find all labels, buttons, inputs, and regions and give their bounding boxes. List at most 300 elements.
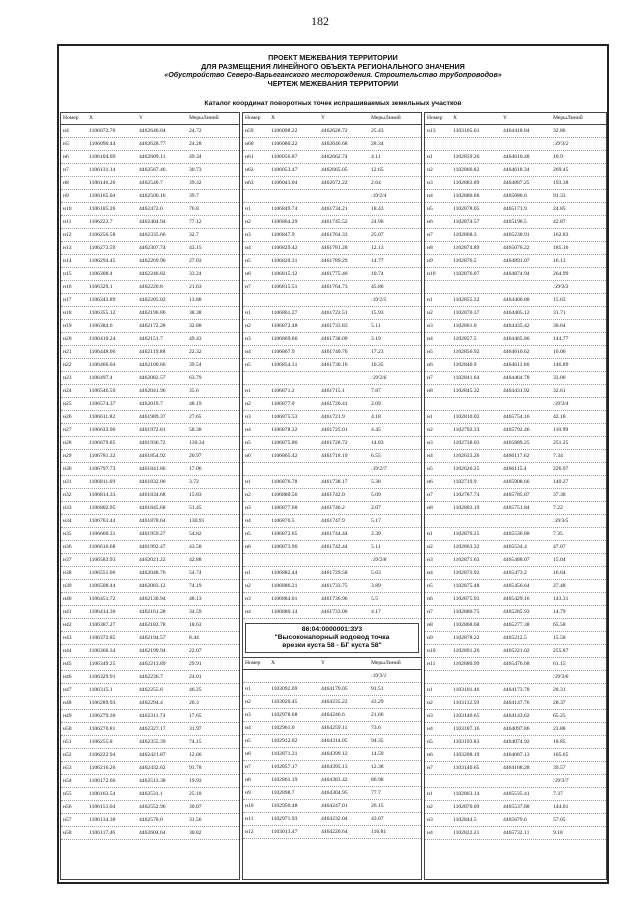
coord-y: 4461746.2 xyxy=(321,505,345,511)
document-header xyxy=(59,54,607,88)
table-row xyxy=(61,814,239,827)
coord-x: 1102978.68 xyxy=(271,712,298,718)
table-row xyxy=(425,736,606,749)
table-row xyxy=(425,437,606,450)
point-number: н3 xyxy=(427,557,433,563)
coord-y: 4462161.28 xyxy=(139,609,166,615)
coord-x: 1106815.12 xyxy=(271,271,298,277)
coord-y: 4464610.48 xyxy=(503,154,530,160)
coord-y xyxy=(501,281,551,293)
table-row xyxy=(425,762,606,775)
point-number: н1 xyxy=(427,687,433,693)
coord-x: 1102810.02 xyxy=(453,414,480,420)
segment-length: 14.83 xyxy=(371,440,384,446)
coord-y: 4461721.9 xyxy=(321,414,345,420)
coord-y: 4461736.96 xyxy=(321,596,348,602)
point-number: н10 xyxy=(245,803,254,809)
segment-length: 26.15 xyxy=(371,803,384,809)
coord-y: 4462236.7 xyxy=(139,674,163,680)
segment-length: 57.05 xyxy=(553,817,566,823)
segment-length: 8.44 xyxy=(189,635,199,641)
point-number: н5 xyxy=(245,362,251,368)
point-number: н23 xyxy=(63,375,72,381)
coord-y xyxy=(501,775,551,787)
point-number: н8 xyxy=(427,388,433,394)
coord-x: 1106880.14 xyxy=(271,609,298,615)
coord-y: 4462119.88 xyxy=(139,349,166,355)
table-row xyxy=(243,164,421,177)
point-number: н54 xyxy=(63,778,72,784)
segment-length: 63.79 xyxy=(189,375,202,381)
point-number xyxy=(425,281,451,293)
table-row xyxy=(243,787,421,800)
segment-length: 7.34 xyxy=(553,453,563,459)
coord-y: 4465456.64 xyxy=(503,583,530,589)
table-row xyxy=(243,346,421,359)
coord-x xyxy=(269,554,319,566)
point-number: н7 xyxy=(427,492,433,498)
segment-length: 264.99 xyxy=(553,271,569,277)
coord-y: 4462021.22 xyxy=(139,557,166,563)
table-row xyxy=(243,606,421,619)
coord-x: 1102912.02 xyxy=(271,738,298,744)
point-number: н5 xyxy=(427,466,433,472)
coord-y: 4461832.06 xyxy=(139,479,166,485)
coord-y: 4461729.58 xyxy=(321,570,348,576)
coord-y xyxy=(319,372,369,384)
point-number: н2 xyxy=(427,167,433,173)
table-row xyxy=(61,242,239,255)
table-row xyxy=(425,190,606,203)
coord-x: 1102870.37 xyxy=(453,310,480,316)
coord-y: 4464610.62 xyxy=(503,349,530,355)
table-row xyxy=(425,372,606,385)
point-number: н7 xyxy=(63,167,69,173)
coord-x: 1106583.93 xyxy=(89,557,116,563)
coord-x: 1106802.95 xyxy=(89,505,116,511)
coord-y: 4462294.4 xyxy=(139,700,163,706)
segment-length: 54.74 xyxy=(189,570,202,576)
segment-length: 31.97 xyxy=(189,726,202,732)
point-number: н61 xyxy=(245,154,254,160)
subparcel-label-row xyxy=(243,294,421,307)
segment-length: :ЗУ2/6 xyxy=(371,375,387,381)
coord-y: 4465238.91 xyxy=(503,232,530,238)
point-number xyxy=(425,515,451,527)
point-number: н2 xyxy=(245,219,251,225)
point-number: н8 xyxy=(63,180,69,186)
point-number: н2 xyxy=(245,699,251,705)
coord-x: 1106876.78 xyxy=(271,479,298,485)
coord-x: 1102868.68 xyxy=(453,622,480,628)
table-row xyxy=(243,281,421,294)
coord-x: 1106256.58 xyxy=(89,232,116,238)
coord-x: 1106660.31 xyxy=(89,531,116,537)
point-number: н6 xyxy=(63,154,69,160)
coord-y: 4461841.86 xyxy=(139,466,166,472)
coord-x: 1102844.5 xyxy=(453,817,477,823)
point-number: н19 xyxy=(63,323,72,329)
segment-length: 22.07 xyxy=(189,648,202,654)
coord-y: 4465536.88 xyxy=(503,531,530,537)
coord-y: 4462255.6 xyxy=(139,687,163,693)
segment-length: 5.38 xyxy=(371,479,381,485)
coord-y: 4462220.8 xyxy=(139,284,163,290)
table-row xyxy=(61,489,239,502)
segment-length: 49.34 xyxy=(189,154,202,160)
table-row xyxy=(61,580,239,593)
coord-y: 4462578.0 xyxy=(139,817,163,823)
point-number: н1 xyxy=(427,297,433,303)
coord-y: 4464235.22 xyxy=(321,699,348,705)
table-row xyxy=(61,229,239,242)
table-row xyxy=(243,125,421,138)
point-number: н28 xyxy=(63,440,72,446)
point-number: н6 xyxy=(427,362,433,368)
coord-y: 4465792.46 xyxy=(503,427,530,433)
segment-length: 39.57 xyxy=(553,765,566,771)
table-row xyxy=(425,593,606,606)
coord-y: 4462552.96 xyxy=(139,804,166,810)
point-number: н29 xyxy=(63,453,72,459)
coord-x: 1106797.73 xyxy=(89,466,116,472)
coord-x: 1106865.42 xyxy=(271,453,298,459)
point-number: н3 xyxy=(245,336,251,342)
coord-x: 1106876.5 xyxy=(271,518,295,524)
point-number: н59 xyxy=(245,128,254,134)
point-number: н39 xyxy=(63,583,72,589)
coord-x: 1106873.96 xyxy=(271,544,298,550)
table-row xyxy=(425,294,606,307)
coord-y: 4464259.11 xyxy=(321,725,348,731)
coord-y: 4464232.04 xyxy=(321,816,348,822)
table-row xyxy=(425,684,606,697)
segment-length: 2.07 xyxy=(371,505,381,511)
point-number: н1 xyxy=(245,479,251,485)
coord-y: 4462355.39 xyxy=(139,739,166,745)
table-row xyxy=(425,242,606,255)
segment-length: 17.65 xyxy=(189,713,202,719)
point-number: н3 xyxy=(427,180,433,186)
coord-x: 1103187.16 xyxy=(453,726,480,732)
coord-x: 1106172.66 xyxy=(89,778,116,784)
coord-x: 1106414.36 xyxy=(89,609,116,615)
point-number: н53 xyxy=(63,765,72,771)
table-row xyxy=(425,229,606,242)
table-row xyxy=(61,346,239,359)
coord-x: 1106355.12 xyxy=(89,310,116,316)
segment-length: 32.86 xyxy=(553,128,566,134)
coord-x xyxy=(451,398,501,410)
segment-length: 16.13 xyxy=(553,258,566,264)
segment-length: 5.5 xyxy=(371,596,378,602)
coord-x: 1106185.26 xyxy=(89,206,116,212)
segment-length: 12.38 xyxy=(371,764,384,770)
coord-x: 1106872.48 xyxy=(271,323,298,329)
segment-length: 29.91 xyxy=(189,661,202,667)
parcel-table-header xyxy=(243,657,421,670)
table-row xyxy=(61,138,239,151)
coord-x: 1106146.26 xyxy=(89,180,116,186)
table-row xyxy=(425,723,606,736)
point-number: н3 xyxy=(245,505,251,511)
coord-y: 4462531.1 xyxy=(139,791,163,797)
segment-length: 31.71 xyxy=(553,310,566,316)
coord-x: 1102840.9 xyxy=(453,362,477,368)
coord-y: 4462404.94 xyxy=(139,219,166,225)
segment-length: 15.58 xyxy=(553,635,566,641)
table-row xyxy=(61,827,239,840)
table-row xyxy=(61,398,239,411)
coord-y: 4465080.6 xyxy=(503,193,527,199)
coord-x: 1106329.91 xyxy=(89,674,116,680)
table-row xyxy=(425,606,606,619)
coord-x xyxy=(269,372,319,384)
header-line-2: ДЛЯ РАЗМЕЩЕНИЯ ЛИНЕЙНОГО ОБЪЕКТА РЕГИОНАЛЬНОГО ЗНАЧЕНИЯ xyxy=(201,61,465,71)
table-row xyxy=(61,801,239,814)
segment-length: 18.43 xyxy=(371,206,384,212)
coord-x: 1106315.1 xyxy=(89,687,113,693)
point-number: н9 xyxy=(427,635,433,641)
point-number xyxy=(425,671,451,683)
coord-x: 1106877.68 xyxy=(271,505,298,511)
coord-y: 4461854.92 xyxy=(139,453,166,459)
segment-length: 4.17 xyxy=(371,609,381,615)
table-row xyxy=(425,333,606,346)
segment-length: 38.38 xyxy=(189,310,202,316)
header-y: Y xyxy=(321,115,326,121)
table-row xyxy=(61,190,239,203)
coord-y xyxy=(501,138,551,150)
table-row xyxy=(61,593,239,606)
table-row xyxy=(425,528,606,541)
segment-length: 48.13 xyxy=(189,596,202,602)
coord-x: 1106294.45 xyxy=(89,258,116,264)
coord-x: 1106366.34 xyxy=(89,648,116,654)
table-row xyxy=(425,307,606,320)
coord-y: 4461936.72 xyxy=(139,440,166,446)
point-number: н1 xyxy=(245,388,251,394)
coord-y xyxy=(319,190,369,202)
point-number xyxy=(243,190,269,202)
point-number: н63 xyxy=(245,180,254,186)
segment-length: 65.58 xyxy=(553,622,566,628)
coord-x: 1102871.21 xyxy=(271,751,298,757)
coord-x: 1106811.69 xyxy=(89,479,116,485)
coord-y: 4464314.05 xyxy=(321,738,348,744)
point-number: н3 xyxy=(427,817,433,823)
point-number: н6 xyxy=(427,752,433,758)
segment-length: 251.25 xyxy=(553,440,569,446)
column-rows xyxy=(243,125,421,619)
point-number: н10 xyxy=(427,271,436,277)
coord-y: 4462048.76 xyxy=(139,570,166,576)
segment-length: 14.77 xyxy=(371,258,384,264)
point-number: н33 xyxy=(63,505,72,511)
segment-length: 12.13 xyxy=(371,245,384,251)
segment-length: 77.7 xyxy=(371,790,381,796)
point-number xyxy=(243,372,269,384)
header-number: Номер xyxy=(427,115,443,121)
segment-length: 43.15 xyxy=(189,245,202,251)
coord-x: 1106216.26 xyxy=(89,765,116,771)
table-row xyxy=(425,567,606,580)
table-row xyxy=(61,359,239,372)
segment-length: 42.88 xyxy=(189,557,202,563)
segment-length: 27.03 xyxy=(189,258,202,264)
segment-length: 21.66 xyxy=(371,712,384,718)
table-row xyxy=(243,709,421,722)
point-number xyxy=(425,775,451,787)
table-row xyxy=(61,606,239,619)
coord-y: 4461764.33 xyxy=(321,232,348,238)
coord-x: 1106875.53 xyxy=(271,414,298,420)
point-number: н27 xyxy=(63,427,72,433)
segment-length: 2.09 xyxy=(371,401,381,407)
parcel-name-line-2: врезки куста 58 - БГ куста 58" xyxy=(282,642,382,649)
table-header xyxy=(425,113,606,125)
segment-length: 28.31 xyxy=(553,687,566,693)
coord-x: 1106255.8 xyxy=(89,739,113,745)
segment-length: 226.97 xyxy=(553,466,569,472)
point-number: н38 xyxy=(63,570,72,576)
table-row xyxy=(425,411,606,424)
subparcel-label-row xyxy=(243,554,421,567)
coord-y: 4461959.27 xyxy=(139,531,166,537)
coord-y: 4465785.87 xyxy=(503,492,530,498)
coord-x: 1102874.89 xyxy=(453,245,480,251)
coord-y: 4462213.89 xyxy=(139,661,166,667)
coord-y: 4461789.29 xyxy=(321,258,348,264)
coord-x: 1102880.75 xyxy=(453,609,480,615)
point-number: н2 xyxy=(427,804,433,810)
table-row xyxy=(425,164,606,177)
segment-length: 65.25 xyxy=(553,713,566,719)
table-row xyxy=(61,515,239,528)
coord-y: 4462472.0 xyxy=(139,206,163,212)
table-row xyxy=(243,515,421,528)
coord-y: 4462421.87 xyxy=(139,752,166,758)
coord-x: 1106497.4 xyxy=(89,375,113,381)
header-y: Y xyxy=(321,660,326,666)
coord-x: 1106098.22 xyxy=(271,128,298,134)
coord-x xyxy=(451,138,501,150)
point-number: н1 xyxy=(245,570,251,576)
point-number: н41 xyxy=(63,609,72,615)
point-number: н5 xyxy=(427,583,433,589)
segment-length: 19.93 xyxy=(189,778,202,784)
coord-y: 4461744.44 xyxy=(321,531,348,537)
segment-length: 20.3 xyxy=(189,700,199,706)
table-row xyxy=(425,216,606,229)
point-number: н49 xyxy=(63,713,72,719)
segment-length: 3.89 xyxy=(371,583,381,589)
point-number: н60 xyxy=(245,141,254,147)
coord-y: 4461742.0 xyxy=(321,492,345,498)
coord-y: 4462082.57 xyxy=(139,375,166,381)
point-number: н50 xyxy=(63,726,72,732)
coord-x: 1106886.21 xyxy=(271,583,298,589)
coord-x: 1103140.65 xyxy=(453,713,480,719)
table-row xyxy=(425,346,606,359)
segment-length: :ЗУ3/2 xyxy=(553,141,569,147)
header-y: Y xyxy=(503,115,508,121)
segment-length: 35.6 xyxy=(189,388,199,394)
coord-y xyxy=(319,463,369,475)
segment-length: 2.39 xyxy=(371,531,381,537)
coord-y: 4462540.7 xyxy=(139,180,163,186)
point-number: н26 xyxy=(63,414,72,420)
segment-length: 18.85 xyxy=(553,739,566,745)
header-x: X xyxy=(271,115,276,121)
segment-length: 4.11 xyxy=(371,154,381,160)
point-number: н7 xyxy=(427,375,433,381)
segment-length: 58.38 xyxy=(189,427,202,433)
coord-x: 1102857.5 xyxy=(453,336,477,342)
point-number: н35 xyxy=(63,531,72,537)
segment-length: :ЗУ3/3 xyxy=(553,284,569,290)
table-row xyxy=(243,359,421,372)
coord-x: 1102873.92 xyxy=(453,570,480,576)
table-row xyxy=(61,268,239,281)
coord-y: 4464143.62 xyxy=(503,713,530,719)
table-row xyxy=(243,151,421,164)
point-number: н32 xyxy=(63,492,72,498)
coord-x: 1102898.7 xyxy=(271,790,295,796)
point-number: н2 xyxy=(245,492,251,498)
header-length: МерыЛиний xyxy=(189,115,219,121)
coord-y xyxy=(501,398,551,410)
coord-y: 4462196.86 xyxy=(139,310,166,316)
point-number: н51 xyxy=(63,739,72,745)
segment-length: 74.15 xyxy=(189,739,202,745)
table-row xyxy=(243,229,421,242)
table-row xyxy=(243,476,421,489)
coord-y: 4462513.38 xyxy=(139,778,166,784)
coord-y: 4465537.88 xyxy=(503,804,530,810)
segment-length: 185.16 xyxy=(553,245,569,251)
coord-y: 4464179.05 xyxy=(321,686,348,692)
table-row xyxy=(243,580,421,593)
segment-length: 162.83 xyxy=(553,232,569,238)
coord-x: 1106814.33 xyxy=(89,492,116,498)
segment-length: 39.32 xyxy=(189,180,202,186)
table-row xyxy=(61,463,239,476)
segment-length: 110.99 xyxy=(553,427,569,433)
coord-x xyxy=(269,294,319,306)
table-row xyxy=(425,268,606,281)
point-number: н34 xyxy=(63,518,72,524)
point-number xyxy=(425,138,451,150)
table-row xyxy=(61,762,239,775)
coord-x: 1106343.89 xyxy=(89,297,116,303)
table-row xyxy=(243,411,421,424)
point-number: н25 xyxy=(63,401,72,407)
segment-length: 7.87 xyxy=(371,388,381,394)
coord-x: 1102633.26 xyxy=(453,453,480,459)
table-row xyxy=(425,450,606,463)
table-row xyxy=(425,580,606,593)
point-number xyxy=(243,294,269,306)
point-number: н52 xyxy=(63,752,72,758)
coord-x: 1102803.19 xyxy=(453,505,480,511)
table-row xyxy=(425,255,606,268)
coord-y: 4465076.22 xyxy=(503,245,530,251)
coord-x: 1103020.45 xyxy=(271,699,298,705)
column-rows xyxy=(425,125,606,840)
table-row xyxy=(425,424,606,437)
coord-x: 1106854.31 xyxy=(271,362,298,368)
